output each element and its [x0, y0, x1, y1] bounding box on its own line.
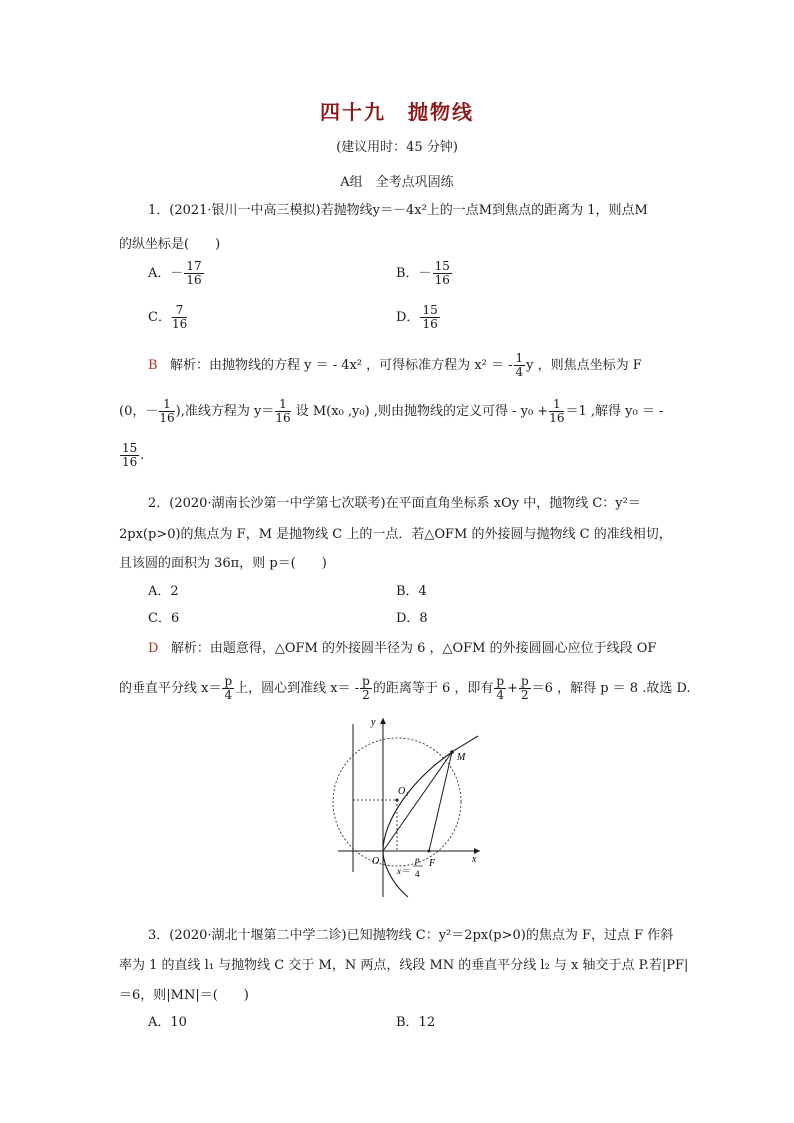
f-label: F: [429, 858, 436, 869]
q2-option-a: A．2: [148, 584, 179, 599]
q1-option-a: [148, 260, 205, 287]
q3-option-b: B．12: [396, 1015, 436, 1030]
q1-sol2-c: ,准线方程为 y＝: [180, 404, 275, 420]
q1-option-c: [148, 304, 188, 331]
q2-sol2-fraction4: [519, 675, 531, 702]
q2-option-b: B．4: [396, 584, 427, 599]
point-f: [428, 850, 431, 853]
q2-solution-line1: [148, 637, 656, 656]
q2-sol2-fraction1: [222, 675, 234, 702]
frac-num: p: [224, 674, 233, 688]
q2-line3: 且该圆的面积为 36π，则 p＝( ): [119, 556, 327, 571]
frac-num: 1: [275, 398, 290, 412]
q1-option-c-label: C．: [148, 310, 171, 326]
q2-sol2-plus: +: [507, 681, 518, 697]
q2-sol2-b: 上，圆心到准线 x＝ -: [235, 681, 360, 697]
parabola-figure: [330, 712, 490, 902]
frac-den: 16: [275, 411, 291, 426]
q1-sol2-fraction1: [159, 398, 174, 425]
frac-den: 2: [362, 688, 370, 703]
q1-solution-line1: [148, 352, 642, 379]
q1-option-d-label: D．: [396, 310, 420, 326]
o1-label: O₁: [398, 786, 409, 797]
q2-answer: D: [148, 641, 159, 656]
q1-option-b-label: B．－: [396, 266, 432, 282]
point-o1: [396, 799, 399, 802]
frac-num: 7: [172, 304, 187, 318]
q3-option-a: A．10: [148, 1015, 187, 1030]
q2-sol2-a: 的垂直平分线 x＝: [119, 681, 222, 697]
line-label-den: 4: [415, 869, 420, 879]
q1-option-c-fraction: [172, 304, 187, 331]
frac-den: 16: [122, 455, 138, 470]
q1-sol1-a: 解析：由抛物线的方程 y ＝ - 4x² ，可得标准方程为 x² ＝ -: [169, 358, 513, 374]
point-m: [450, 750, 454, 754]
q3-line2: 率为 1 的直线 l₁ 与抛物线 C 交于 M，N 两点，线段 MN 的垂直平分线 l₂ 与 x 轴交于点 P.若|PF|: [119, 958, 689, 973]
q2-solution-line2: [119, 675, 691, 702]
frac-den: 4: [496, 688, 505, 703]
q2-sol2-fraction3: [494, 675, 506, 702]
frac-den: 16: [422, 317, 438, 332]
q2-option-d: D．8: [396, 611, 428, 626]
q2-sol1: 解析：由题意得，△OFM 的外接圆半径为 6 ，△OFM 的外接圆圆心应位于线段 OF: [170, 641, 657, 656]
frac-num: p: [496, 674, 505, 688]
q1-sol2-b: ): [175, 404, 181, 420]
q1-sol3-fraction: [120, 442, 139, 469]
q3-line3: ＝6，则|MN|＝( ): [119, 988, 249, 1003]
q2-sol2-d: ＝6 ，解得 p ＝ 8 .故选 D.: [531, 681, 691, 697]
q1-option-a-label: A．－: [148, 266, 184, 282]
q1-sol2-d: 设 M(x₀ ,y₀) ,则由抛物线的定义可得 - y₀ +: [291, 404, 549, 420]
frac-den: 4: [515, 365, 524, 380]
frac-num: 17: [186, 259, 202, 273]
q1-solution-line2: [119, 398, 663, 425]
q1-line2: 的纵坐标是( ): [119, 237, 221, 252]
q2-sol2-fraction2: [360, 675, 372, 702]
o-label: O: [372, 856, 380, 867]
q1-sol3-end: .: [140, 448, 145, 464]
q2-sol2-c: 的距离等于 6 ，即有: [372, 681, 494, 697]
frac-den: 16: [549, 411, 565, 426]
q1-sol2-fraction2: [275, 398, 290, 425]
frac-num: 15: [422, 303, 438, 317]
frac-den: 16: [186, 273, 202, 288]
q1-line1: 1．(2021·银川一中高三模拟)若抛物线y＝－4x²上的一点M到焦点的距离为 1，则点M: [148, 203, 648, 218]
q1-sol1-b: y ，则焦点坐标为 F: [526, 358, 642, 374]
q1-option-b-fraction: [433, 260, 452, 287]
q2-option-c: C．6: [148, 611, 180, 626]
frac-den: 4: [224, 688, 233, 703]
m-label: M: [457, 752, 466, 763]
q2-line1: 2．(2020·湖南长沙第一中学第七次联考)在平面直角坐标系 xOy 中，抛物线 C：y²＝: [148, 496, 641, 511]
frac-num: p: [520, 674, 529, 688]
frac-num: 1: [159, 398, 174, 412]
q1-option-d: [396, 304, 441, 331]
frac-den: 16: [171, 317, 188, 332]
frac-den: 2: [521, 688, 529, 703]
y-label: y: [371, 717, 376, 728]
frac-den: 16: [434, 273, 450, 288]
frac-num: 15: [434, 259, 450, 273]
x-label: x: [472, 854, 477, 865]
q1-sol1-fraction: [514, 352, 526, 379]
line-label: x＝: [397, 866, 410, 876]
q1-sol2-fraction3: [549, 398, 564, 425]
q1-option-a-fraction: [184, 260, 203, 287]
q1-sol2-e: ＝1 ,解得 y₀ ＝ -: [565, 404, 664, 420]
page-title: 四十九 抛物线: [320, 100, 474, 124]
q1-option-d-fraction: [420, 304, 439, 331]
q2-line2: 2px(p>0)的焦点为 F，M 是抛物线 C 上的一点．若△OFM 的外接圆与抛物线 C 的准线相切，: [119, 527, 672, 542]
frac-num: 1: [549, 398, 564, 412]
q1-answer: B: [148, 358, 158, 374]
line-label-num: p: [415, 855, 420, 865]
frac-num: 15: [122, 441, 138, 455]
time-note: (建议用时：45 分钟): [336, 140, 458, 155]
q1-option-b: [396, 260, 453, 287]
frac-num: 1: [515, 351, 524, 365]
q3-line1: 3．(2020·湖北十堰第二中学二诊)已知抛物线 C：y²＝2px(p>0)的焦点为 F，过点 F 作斜: [148, 928, 674, 943]
segment-om: [383, 752, 452, 851]
frac-den: 16: [159, 411, 175, 426]
frac-num: p: [362, 674, 370, 688]
q1-solution-line3: [119, 442, 144, 469]
q1-sol2-a: (0，－: [119, 404, 159, 420]
y-axis-arrow: [380, 718, 386, 724]
group-title: A组 全考点巩固练: [340, 175, 454, 190]
